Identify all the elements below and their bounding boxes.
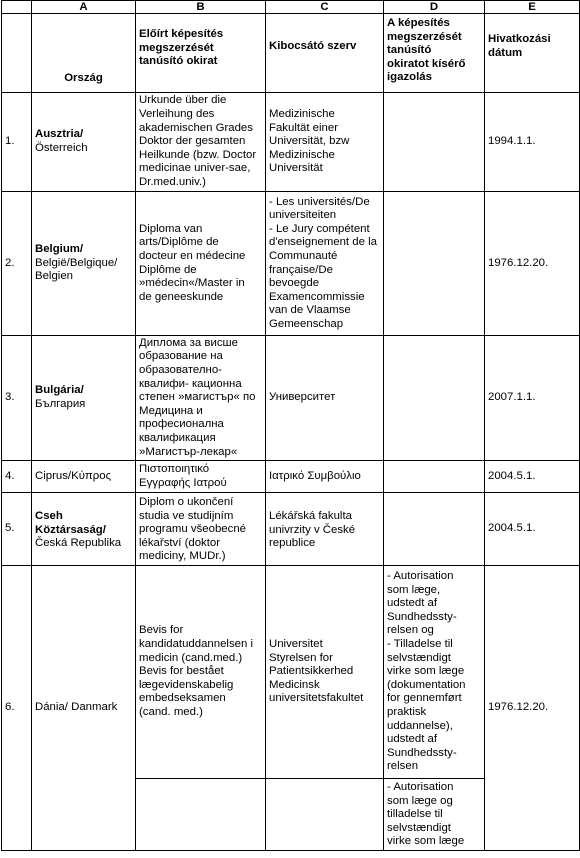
issuer-cell: Universitet Styrelsen for Patientsikkerhed Medicinsk universitetsfakultet — [266, 566, 384, 779]
column-letter-b: B — [136, 1, 266, 14]
header-empty-cell — [2, 14, 32, 93]
row-number: 2. — [2, 192, 32, 336]
date-cell: 2007.1.1. — [485, 336, 580, 461]
country-cell — [32, 493, 136, 566]
country-local-name: Κύπρος — [71, 469, 112, 482]
table-row — [2, 566, 580, 779]
column-letter-d: D — [384, 1, 485, 14]
header-issuer: Kibocsátó szerv — [266, 14, 384, 93]
issuer-cell: Университет — [266, 336, 384, 461]
qualifications-table — [1, 0, 580, 851]
date-cell: 2004.5.1. — [485, 493, 580, 566]
certificate-cell — [384, 493, 485, 566]
row-number: 4. — [2, 461, 32, 493]
qualification-cell-empty — [136, 779, 266, 851]
certificate-cell: - Autorisation som læge og tilladelse til selvstændigt virke som læge — [384, 779, 485, 851]
country-local-name: Danmark — [71, 701, 118, 714]
country-name: Belgium/ — [35, 243, 84, 256]
certificate-cell — [384, 192, 485, 336]
date-cell: 1994.1.1. — [485, 93, 580, 192]
issuer-cell: - Les universités/De universiteiten - Le Jury compétent d'enseignement de la Communauté française/De bevoegde Examencommissie van de Vlaamse Gemeenschap — [266, 192, 384, 336]
qualification-cell: Diploma van arts/Diplôme de docteur en médecine Diplôme de »médecin«/Master in de geneeskunde — [136, 192, 266, 336]
column-letter-empty — [2, 1, 32, 14]
country-name: Dánia/ — [35, 701, 68, 714]
qualification-cell: Diplom o ukončení studia ve studijním programu všeobecné lékařství (doktor mediciny, MUDr.) — [136, 493, 266, 566]
date-cell: 2004.5.1. — [485, 461, 580, 493]
country-local-name: Česká Republika — [35, 537, 122, 550]
country-name: Bulgária/ — [35, 384, 84, 397]
qualification-cell: Диплома за висше образование на образователно- квалифи- кационна степен »магистър« по Медицина и професионална квалификация »Магистър-лекар« — [136, 336, 266, 461]
table-row — [2, 493, 580, 566]
qualification-cell: Bevis for kandidatuddannelsen i medicin (cand.med.) Bevis for bestået lægevidenskabelig embedseksamen (cand. med.) — [136, 566, 266, 779]
qualification-cell: Πιστοποιητικό Εγγραφής Ιατρού — [136, 461, 266, 493]
row-number: 1. — [2, 93, 32, 192]
country-cell — [32, 336, 136, 461]
certificate-cell — [384, 93, 485, 192]
row-number: 5. — [2, 493, 32, 566]
issuer-cell: Lékářská fakulta univrzity v České republice — [266, 493, 384, 566]
column-letter-c: C — [266, 1, 384, 14]
country-cell — [32, 461, 136, 493]
date-cell: 1976.12.20. — [485, 566, 580, 851]
header-row — [2, 14, 580, 93]
row-number: 6. — [2, 566, 32, 851]
country-name: Ciprus/ — [35, 469, 72, 482]
table-row — [2, 93, 580, 192]
qualification-cell: Urkunde über die Verleihung des akademischen Grades Doktor der gesamten Heilkunde (bzw. Doctor medicinae univer-sae, Dr.med.univ.) — [136, 93, 266, 192]
certificate-cell: - Autorisation som læge, udstedt af Sundhedssty- relsen og - Tilladelse til selvstændigt virke som læge (dokumentation for gennemført praktisk uddannelse), udstedt af Sundhedssty- relsen — [384, 566, 485, 779]
column-letter-e: E — [485, 1, 580, 14]
column-letter-a: A — [32, 1, 136, 14]
header-country: Ország — [32, 14, 136, 93]
row-number: 3. — [2, 336, 32, 461]
header-qualification: Előírt képesítés megszerzését tanúsító okirat — [136, 14, 266, 93]
country-cell — [32, 93, 136, 192]
table-row — [2, 336, 580, 461]
issuer-cell: Medizinische Fakultät einer Universität, bzw Medizinische Universität — [266, 93, 384, 192]
country-cell — [32, 192, 136, 336]
issuer-cell-empty — [266, 779, 384, 851]
country-local-name: Österreich — [35, 142, 88, 154]
country-name: Ausztria/ — [35, 128, 84, 141]
issuer-cell: Ιατρικό Συμβούλιο — [266, 461, 384, 493]
column-letter-row — [2, 1, 580, 14]
table-row — [2, 192, 580, 336]
country-local-name: België/Belgique/ Belgien — [35, 256, 118, 283]
header-certificate: A képesítés megszerzését tanúsító okiratot kísérő igazolás — [384, 14, 485, 93]
certificate-cell — [384, 461, 485, 493]
table-row — [2, 461, 580, 493]
country-cell — [32, 566, 136, 851]
country-name: Cseh Köztársaság/ — [35, 510, 106, 536]
country-local-name: България — [35, 398, 86, 410]
certificate-cell — [384, 336, 485, 461]
date-cell: 1976.12.20. — [485, 192, 580, 336]
header-reference-date: Hivatkozási dátum — [485, 14, 580, 93]
